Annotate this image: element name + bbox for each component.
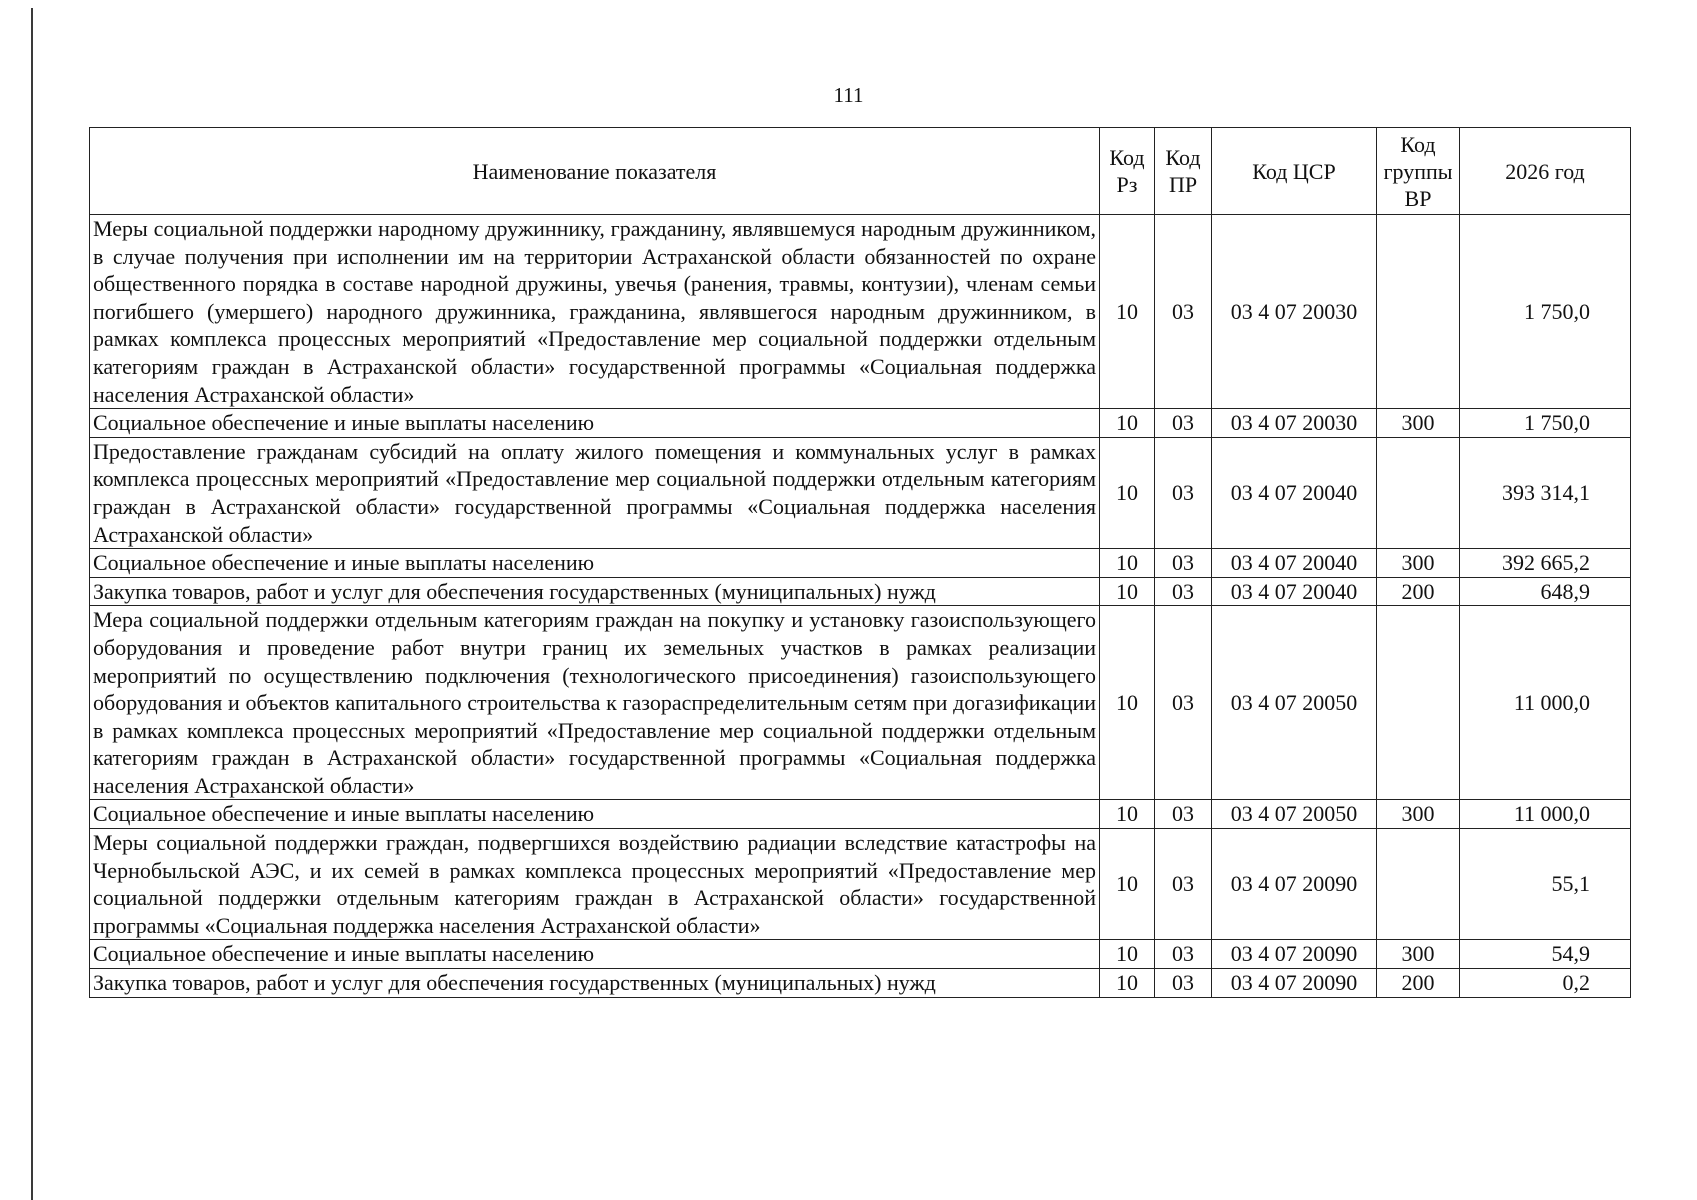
row-amount: 648,9	[1460, 577, 1631, 606]
row-csr: 03 4 07 20030	[1212, 409, 1377, 438]
row-name: Закупка товаров, работ и услуг для обеспечения государственных (муниципальных) нужд	[90, 969, 1100, 998]
table-header	[90, 128, 1631, 215]
row-name: Предоставление гражданам субсидий на оплату жилого помещения и коммунальных услуг в рамках комплекса процессных мероприятий «Предоставление мер социальной поддержки отдельным категориям граждан в Астраханской области» государственной программы «Социальная поддержка населения Астраханской области»	[90, 437, 1100, 548]
row-csr: 03 4 07 20040	[1212, 437, 1377, 548]
row-name: Социальное обеспечение и иные выплаты населению	[90, 549, 1100, 578]
row-rz: 10	[1100, 549, 1155, 578]
header-pr: Код ПР	[1155, 128, 1212, 215]
row-rz: 10	[1100, 215, 1155, 409]
row-amount: 11 000,0	[1460, 800, 1631, 829]
row-vr: 300	[1377, 409, 1460, 438]
header-row	[90, 128, 1631, 215]
header-csr: Код ЦСР	[1212, 128, 1377, 215]
row-vr: 200	[1377, 969, 1460, 998]
row-amount: 393 314,1	[1460, 437, 1631, 548]
row-csr: 03 4 07 20050	[1212, 800, 1377, 829]
row-csr: 03 4 07 20090	[1212, 969, 1377, 998]
row-rz: 10	[1100, 409, 1155, 438]
row-csr: 03 4 07 20090	[1212, 829, 1377, 940]
row-pr: 03	[1155, 577, 1212, 606]
row-name: Социальное обеспечение и иные выплаты населению	[90, 409, 1100, 438]
row-vr	[1377, 829, 1460, 940]
row-name: Мера социальной поддержки отдельным категориям граждан на покупку и установку газоиспользующего оборудования и проведение работ внутри границ их земельных участков в рамках реализации мероприятий по осуществлению подключения (технологического присоединения) газоиспользующего оборудования и объектов капитального строительства к газораспределительным сетям при догазификации в рамках комплекса процессных мероприятий «Предоставление мер социальной поддержки отдельным категориям граждан в Астраханской области» государственной программы «Социальная поддержка населения Астраханской области»	[90, 606, 1100, 800]
header-rz: Код Рз	[1100, 128, 1155, 215]
row-amount: 1 750,0	[1460, 215, 1631, 409]
row-pr: 03	[1155, 215, 1212, 409]
row-pr: 03	[1155, 940, 1212, 969]
row-csr: 03 4 07 20040	[1212, 577, 1377, 606]
table-row	[90, 940, 1631, 969]
row-pr: 03	[1155, 969, 1212, 998]
header-name: Наименование показателя	[90, 128, 1100, 215]
table-row	[90, 577, 1631, 606]
row-vr	[1377, 437, 1460, 548]
table-row	[90, 549, 1631, 578]
row-pr: 03	[1155, 437, 1212, 548]
row-rz: 10	[1100, 940, 1155, 969]
row-vr: 300	[1377, 549, 1460, 578]
table-row	[90, 800, 1631, 829]
row-amount: 392 665,2	[1460, 549, 1631, 578]
row-amount: 0,2	[1460, 969, 1631, 998]
row-rz: 10	[1100, 829, 1155, 940]
row-csr: 03 4 07 20050	[1212, 606, 1377, 800]
row-name: Социальное обеспечение и иные выплаты населению	[90, 800, 1100, 829]
row-pr: 03	[1155, 409, 1212, 438]
row-vr: 300	[1377, 940, 1460, 969]
row-pr: 03	[1155, 549, 1212, 578]
table-row	[90, 829, 1631, 940]
row-amount: 54,9	[1460, 940, 1631, 969]
row-pr: 03	[1155, 606, 1212, 800]
table-body	[90, 215, 1631, 998]
row-name: Меры социальной поддержки граждан, подвергшихся воздействию радиации вследствие катастрофы на Чернобыльской АЭС, и их семей в рамках комплекса процессных мероприятий «Предоставление мер социальной поддержки отдельным категориям граждан в Астраханской области» государственной программы «Социальная поддержка населения Астраханской области»	[90, 829, 1100, 940]
table-row	[90, 969, 1631, 998]
row-vr	[1377, 606, 1460, 800]
row-name: Меры социальной поддержки народному дружиннику, гражданину, являвшемуся народным дружинником, в случае получения при исполнении им на территории Астраханской области обязанностей по охране общественного порядка в составе народной дружины, увечья (ранения, травмы, контузии), членам семьи погибшего (умершего) народного дружинника, гражданина, являвшегося народным дружинником, в рамках комплекса процессных мероприятий «Предоставление мер социальной поддержки отдельным категориям граждан в Астраханской области» государственной программы «Социальная поддержка населения Астраханской области»	[90, 215, 1100, 409]
header-vr: Код группы ВР	[1377, 128, 1460, 215]
row-csr: 03 4 07 20040	[1212, 549, 1377, 578]
header-year: 2026 год	[1460, 128, 1631, 215]
page-number: 111	[833, 83, 864, 107]
table-row	[90, 409, 1631, 438]
row-rz: 10	[1100, 606, 1155, 800]
row-csr: 03 4 07 20030	[1212, 215, 1377, 409]
row-pr: 03	[1155, 829, 1212, 940]
table-row	[90, 606, 1631, 800]
budget-table	[89, 127, 1631, 998]
row-vr	[1377, 215, 1460, 409]
row-name: Закупка товаров, работ и услуг для обеспечения государственных (муниципальных) нужд	[90, 577, 1100, 606]
row-name: Социальное обеспечение и иные выплаты населению	[90, 940, 1100, 969]
row-vr: 300	[1377, 800, 1460, 829]
row-rz: 10	[1100, 437, 1155, 548]
row-rz: 10	[1100, 577, 1155, 606]
row-amount: 11 000,0	[1460, 606, 1631, 800]
row-vr: 200	[1377, 577, 1460, 606]
row-csr: 03 4 07 20090	[1212, 940, 1377, 969]
row-rz: 10	[1100, 969, 1155, 998]
row-amount: 55,1	[1460, 829, 1631, 940]
row-amount: 1 750,0	[1460, 409, 1631, 438]
table-row	[90, 215, 1631, 409]
binding-margin-line	[31, 8, 33, 1200]
row-rz: 10	[1100, 800, 1155, 829]
table-row	[90, 437, 1631, 548]
row-pr: 03	[1155, 800, 1212, 829]
